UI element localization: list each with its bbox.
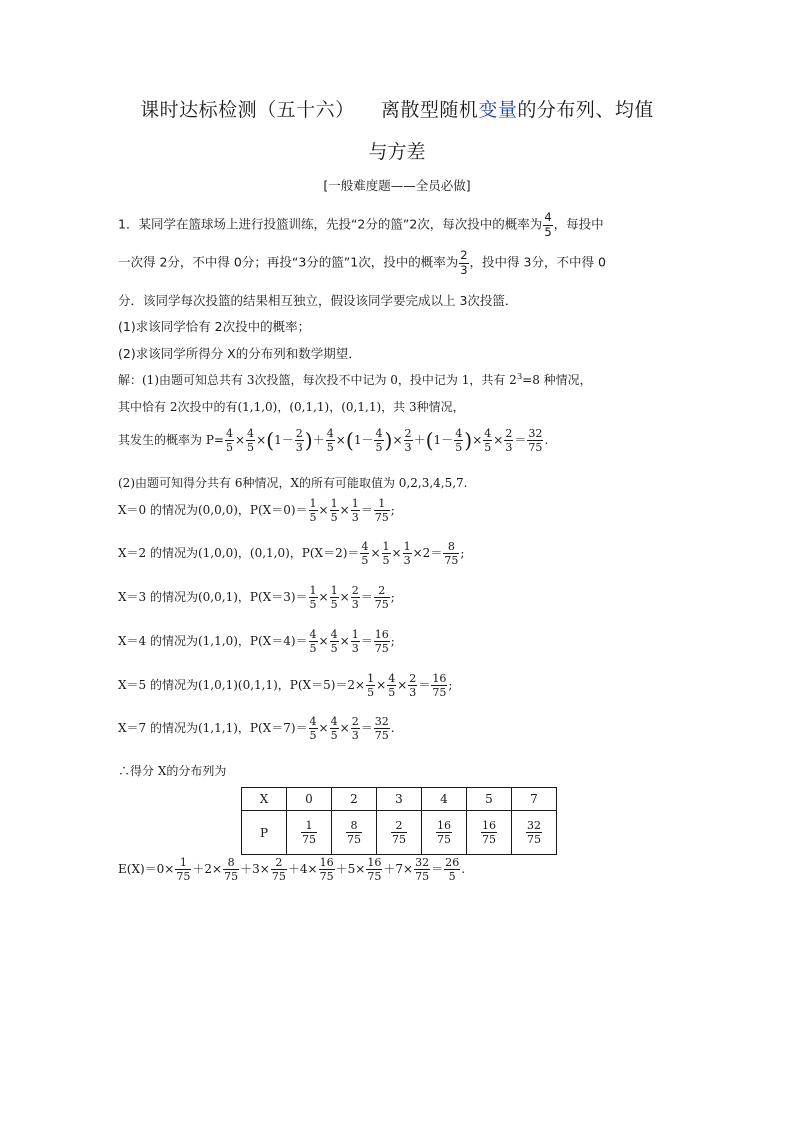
difficulty-tag: [一般难度题——全员必做]: [323, 178, 471, 193]
fraction: $\frac{2}{3}$: [460, 248, 468, 277]
title-part: 离散型随机: [380, 99, 479, 121]
fraction: $\frac{4}{5}$: [544, 210, 552, 239]
solution-text: =8 种情况，: [522, 373, 592, 387]
title-series: 课时达标检测（五十六）: [140, 99, 355, 121]
table-cell: $\frac{16}{75}$: [467, 811, 512, 855]
solution-text: 解：(1)由题可知总共有 3次投篮，每次投不中记为 0，投中记为 1，共有 2: [118, 373, 517, 387]
table-header-cell: P: [242, 811, 287, 855]
case-x7: X＝7 的情况为(1,1,1)，P(X＝7)＝ $\frac{4}{5}$ × $\frac{4}{5}$ × $\frac{2}{3}$ ＝ $\frac{32}{75}$ .: [118, 715, 395, 743]
table-cell: 0: [287, 788, 332, 811]
problem-line-2: [118, 250, 606, 276]
result-fraction: $\frac{26}{5}$: [445, 856, 460, 884]
table-cell: 4: [422, 788, 467, 811]
question-1: (1)求该同学恰有 2次投中的概率；: [118, 319, 311, 334]
title-highlight: 变量: [478, 99, 518, 121]
case-label: X＝3 的情况为(0,0,1)，P(X＝3)＝: [118, 590, 308, 605]
table-row: [242, 788, 557, 811]
page-title: [0, 95, 794, 122]
case-x0: X＝0 的情况为(0,0,0)，P(X＝0)＝ $\frac{1}{5}$ × $\frac{1}{5}$ × $\frac{1}{3}$ ＝ $\frac{1}{75}$ ;: [118, 497, 395, 525]
table-cell: 7: [512, 788, 557, 811]
table-cell: 5: [467, 788, 512, 811]
distribution-intro: ∴得分 X的分布列为: [118, 764, 227, 778]
problem-text: ，每投中: [553, 216, 604, 232]
case-label: X＝5 的情况为(1,0,1)(0,1,1)，P(X＝5)＝2×: [118, 678, 366, 693]
case-label: X＝2 的情况为(1,0,0)，(0,1,0)，P(X＝2)＝: [118, 546, 360, 561]
case-x2: X＝2 的情况为(1,0,0)，(0,1,0)，P(X＝2)＝ $\frac{4}{5}$ × $\frac{1}{5}$ × $\frac{1}{3}$ ×2＝ $\frac{8}{75}$ ;: [118, 540, 465, 568]
case-x4: X＝4 的情况为(1,1,0)，P(X＝4)＝ $\frac{4}{5}$ × $\frac{4}{5}$ × $\frac{1}{3}$ ＝ $\frac{16}{75}$ ;: [118, 628, 395, 656]
case-label: X＝0 的情况为(0,0,0)，P(X＝0)＝: [118, 503, 308, 518]
probability-expression: 其发生的概率为 P= $\frac{4}{5}$ × $\frac{4}{5}$ ×(1－ $\frac{2}{3}$ )＋ $\frac{4}{5}$ ×(1－ $\frac{4}{5}$ )× $\frac{2}{3}$ ＋(1－ $\frac{4}{5}$ )× $\frac{4}{5}$ × $\frac{2}{3}$ ＝ $\frac{32}{75}$ .: [118, 427, 549, 455]
problem-text: 一次得 2分，不中得 0分；再投“3分的篮”1次，投中的概率为: [118, 254, 459, 270]
table-cell: $\frac{8}{75}$: [332, 811, 377, 855]
expectation-expression: E(X)＝0× $\frac{1}{75}$ ＋2× $\frac{8}{75}$ ＋3× $\frac{2}{75}$ ＋4× $\frac{16}{75}$ ＋5× $\frac{16}{75}$ ＋7× $\frac{32}{75}$ ＝ $\frac{26}{5}$ .: [118, 856, 466, 884]
table-cell: $\frac{16}{75}$: [422, 811, 467, 855]
table-cell: $\frac{2}{75}$: [377, 811, 422, 855]
table-cell: $\frac{1}{75}$: [287, 811, 332, 855]
title-part: 的分布列、均值: [517, 99, 654, 121]
expectation-label: E(X)＝0×: [118, 862, 175, 877]
page-title-continued: 与方差: [368, 141, 426, 163]
solution-text: 其发生的概率为 P=: [118, 433, 224, 448]
problem-text: ，投中得 3分，不中得 0: [469, 254, 606, 270]
question-2: (2)求该同学所得分 X的分布列和数学期望．: [118, 346, 361, 361]
table-cell: 2: [332, 788, 377, 811]
case-x3: X＝3 的情况为(0,0,1)，P(X＝3)＝ $\frac{1}{5}$ × $\frac{1}{5}$ × $\frac{2}{3}$ ＝ $\frac{2}{75}$ ;: [118, 584, 395, 612]
result-fraction: $\frac{32}{75}$: [528, 427, 543, 455]
table-cell: $\frac{32}{75}$: [512, 811, 557, 855]
solution-line-1: [118, 371, 592, 388]
table-row: [242, 811, 557, 855]
solution-line-2: 其中恰有 2次投中的有(1,1,0)，(0,1,1)，(0,1,1)，共 3种情况，: [118, 400, 465, 414]
case-label: X＝4 的情况为(1,1,0)，P(X＝4)＝: [118, 634, 308, 649]
distribution-table: [241, 787, 557, 855]
table-cell: 3: [377, 788, 422, 811]
solution-line-4: (2)由题可知得分共有 6种情况，X的所有可能取值为 0,2,3,4,5,7.: [118, 476, 468, 490]
table-header-cell: X: [242, 788, 287, 811]
exponent: 3: [516, 371, 523, 381]
problem-line-3: 分．该同学每次投篮的结果相互独立，假设该同学要完成以上 3次投篮．: [118, 293, 518, 308]
problem-text: 1．某同学在篮球场上进行投篮训练，先投“2分的篮”2次，每次投中的概率为: [118, 216, 543, 232]
case-label: X＝7 的情况为(1,1,1)，P(X＝7)＝: [118, 721, 308, 736]
problem-line-1: [118, 212, 604, 238]
case-x5: X＝5 的情况为(1,0,1)(0,1,1)，P(X＝5)＝2× $\frac{1}{5}$ × $\frac{4}{5}$ × $\frac{2}{3}$ ＝ $\frac{16}{75}$ ;: [118, 672, 453, 700]
